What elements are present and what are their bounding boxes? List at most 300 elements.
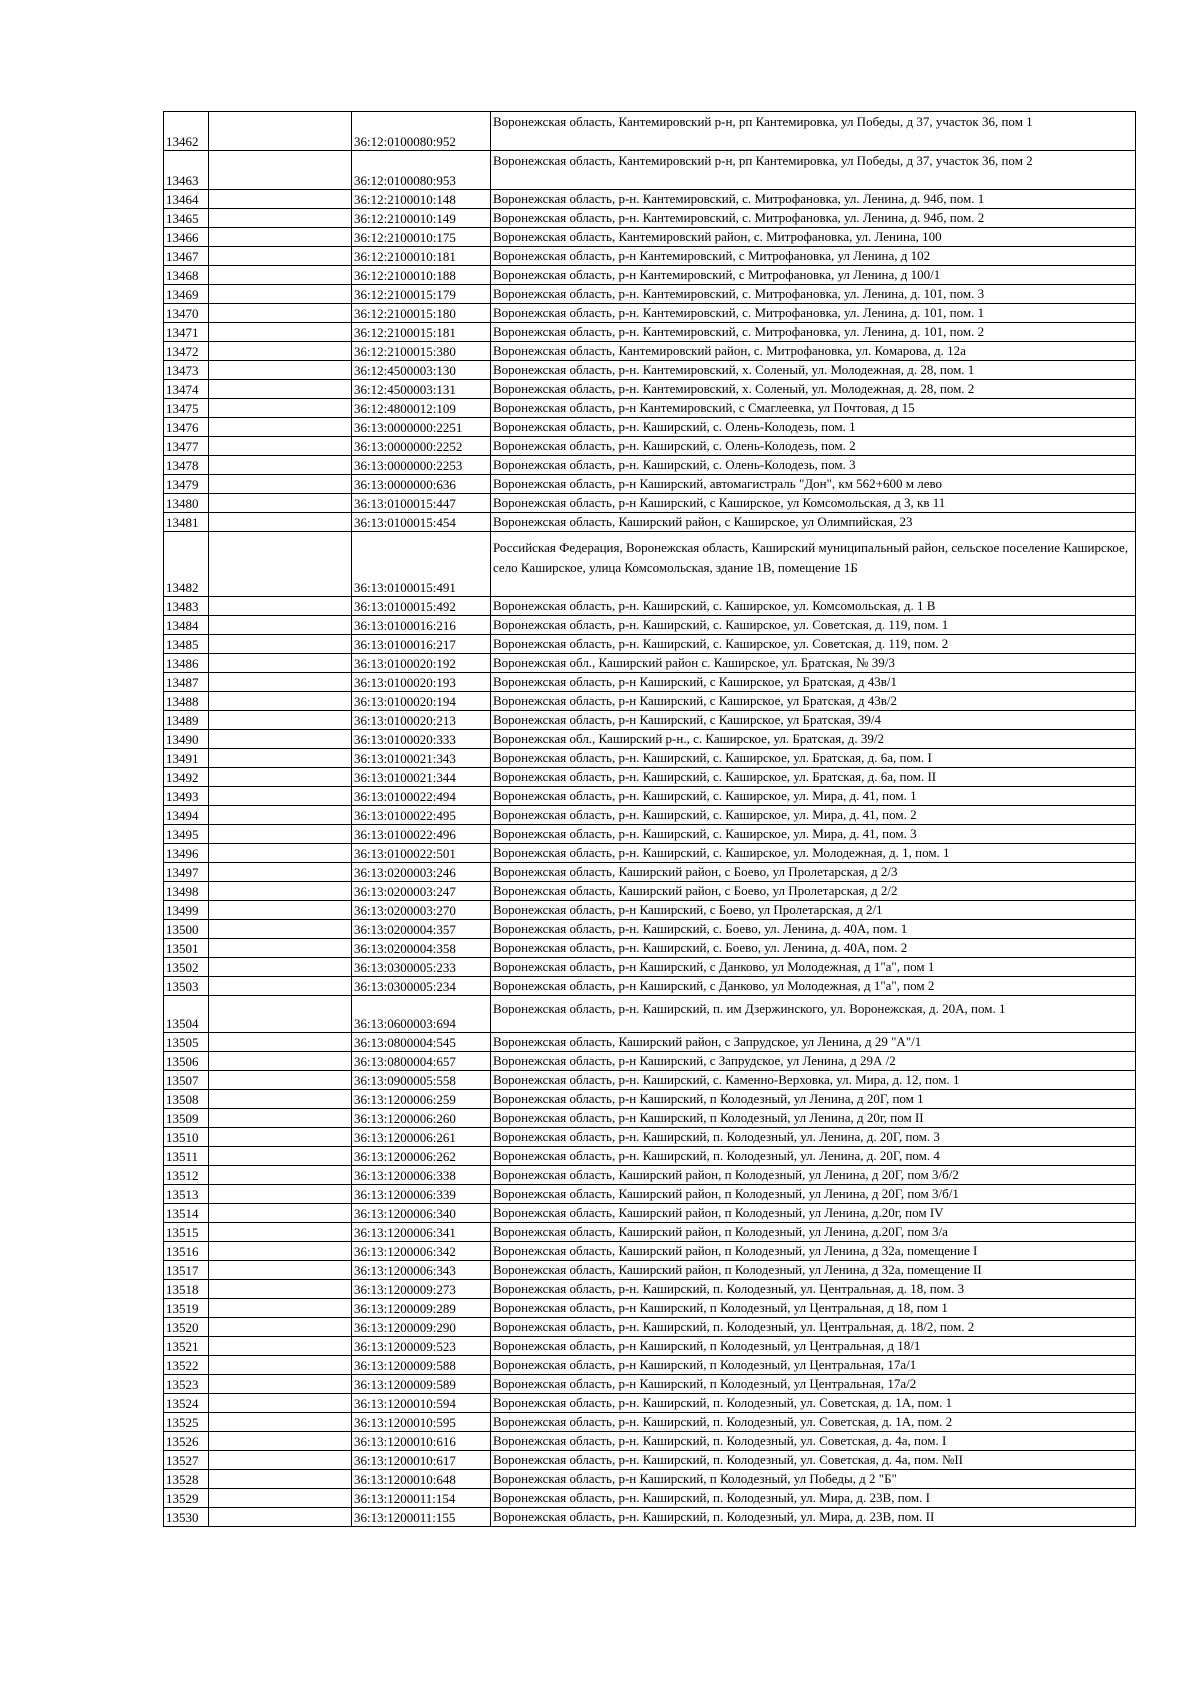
row-number-cell: 13464 <box>164 190 209 209</box>
row-number-cell: 13520 <box>164 1318 209 1337</box>
row-number-cell: 13494 <box>164 806 209 825</box>
cadastral-number-cell: 36:13:0800004:657 <box>352 1052 491 1071</box>
table-row <box>164 228 1136 247</box>
table-row <box>164 475 1136 494</box>
table-row <box>164 247 1136 266</box>
cadastral-number-cell: 36:13:0100021:343 <box>352 749 491 768</box>
table-row <box>164 532 1136 597</box>
cadastral-number-cell: 36:13:0100016:216 <box>352 616 491 635</box>
empty-cell <box>209 1489 352 1508</box>
table-row <box>164 1242 1136 1261</box>
cadastral-number-cell: 36:12:2100010:149 <box>352 209 491 228</box>
cadastral-number-cell: 36:13:1200006:260 <box>352 1109 491 1128</box>
cadastral-number-cell: 36:12:2100015:179 <box>352 285 491 304</box>
empty-cell <box>209 825 352 844</box>
row-number-cell: 13479 <box>164 475 209 494</box>
table-row <box>164 977 1136 996</box>
cadastral-number-cell: 36:12:2100010:175 <box>352 228 491 247</box>
address-cell: Воронежская область, р-н Каширский, с Запрудское, ул Ленина, д 29А /2 <box>491 1052 1136 1071</box>
cadastral-number-cell: 36:13:0100016:217 <box>352 635 491 654</box>
address-cell: Воронежская область, р-н. Каширский, с. Олень-Колодезь, пом. 1 <box>491 418 1136 437</box>
row-number-cell: 13524 <box>164 1394 209 1413</box>
address-cell: Воронежская область, р-н Каширский, п Колодезный, ул Центральная, 17а/1 <box>491 1356 1136 1375</box>
empty-cell <box>209 1033 352 1052</box>
cadastral-number-cell: 36:13:1200006:340 <box>352 1204 491 1223</box>
empty-cell <box>209 1318 352 1337</box>
table-row <box>164 787 1136 806</box>
address-cell: Воронежская область, Кантемировский район, с. Митрофановка, ул. Комарова, д. 12а <box>491 342 1136 361</box>
address-cell: Воронежская область, р-н. Каширский, с. Каширское, ул. Советская, д. 119, пом. 2 <box>491 635 1136 654</box>
address-cell: Воронежская область, р-н Каширский, п Колодезный, ул Ленина, д 20Г, пом 1 <box>491 1090 1136 1109</box>
cadastral-number-cell: 36:13:0300005:234 <box>352 977 491 996</box>
cadastral-number-cell: 36:12:2100010:181 <box>352 247 491 266</box>
address-cell: Воронежская область, р-н. Кантемировский, х. Соленый, ул. Молодежная, д. 28, пом. 1 <box>491 361 1136 380</box>
empty-cell <box>209 209 352 228</box>
table-row <box>164 323 1136 342</box>
address-cell: Воронежская область, р-н. Кантемировский, с. Митрофановка, ул. Ленина, д. 94б, пом. 1 <box>491 190 1136 209</box>
address-cell: Воронежская область, р-н. Каширский, с. Каширское, ул. Мира, д. 41, пом. 1 <box>491 787 1136 806</box>
table-row <box>164 1413 1136 1432</box>
cadastral-number-cell: 36:12:2100015:180 <box>352 304 491 323</box>
address-cell: Воронежская область, р-н Кантемировский, с Смаглеевка, ул Почтовая, д 15 <box>491 399 1136 418</box>
row-number-cell: 13497 <box>164 863 209 882</box>
row-number-cell: 13489 <box>164 711 209 730</box>
address-cell: Воронежская область, Кантемировский р-н, рп Кантемировка, ул Победы, д 37, участок 36, пом 1 <box>491 112 1136 151</box>
empty-cell <box>209 730 352 749</box>
cadastral-number-cell: 36:13:1200006:339 <box>352 1185 491 1204</box>
table-row <box>164 844 1136 863</box>
address-cell: Воронежская область, р-н Каширский, с Данково, ул Молодежная, д 1"а", пом 2 <box>491 977 1136 996</box>
table-row <box>164 692 1136 711</box>
address-cell: Воронежская область, р-н Каширский, п Колодезный, ул Победы, д 2 "Б" <box>491 1470 1136 1489</box>
cadastral-number-cell: 36:12:0100080:952 <box>352 112 491 151</box>
table-row <box>164 863 1136 882</box>
address-cell: Воронежская область, р-н. Каширский, с. Каширское, ул. Братская, д. 6а, пом. II <box>491 768 1136 787</box>
table-row <box>164 768 1136 787</box>
cadastral-number-cell: 36:13:0900005:558 <box>352 1071 491 1090</box>
cadastral-number-cell: 36:12:2100010:148 <box>352 190 491 209</box>
row-number-cell: 13462 <box>164 112 209 151</box>
table-row <box>164 1470 1136 1489</box>
empty-cell <box>209 475 352 494</box>
row-number-cell: 13470 <box>164 304 209 323</box>
address-cell: Воронежская область, р-н. Каширский, п. им Дзержинского, ул. Воронежская, д. 20А, пом. 1 <box>491 996 1136 1033</box>
row-number-cell: 13480 <box>164 494 209 513</box>
property-registry-table <box>163 111 1136 1527</box>
empty-cell <box>209 1223 352 1242</box>
cadastral-number-cell: 36:13:0100022:501 <box>352 844 491 863</box>
address-cell: Воронежская область, р-н. Кантемировский, с. Митрофановка, ул. Ленина, д. 101, пом. 3 <box>491 285 1136 304</box>
address-cell: Воронежская область, Каширский район, с Боево, ул Пролетарская, д 2/3 <box>491 863 1136 882</box>
address-cell: Воронежская область, р-н. Каширский, п. Колодезный, ул. Советская, д. 1А, пом. 2 <box>491 1413 1136 1432</box>
table-row <box>164 1337 1136 1356</box>
cadastral-number-cell: 36:13:0000000:2251 <box>352 418 491 437</box>
address-cell: Воронежская область, р-н Каширский, п Колодезный, ул Центральная, д 18/1 <box>491 1337 1136 1356</box>
address-cell: Воронежская область, р-н Каширский, с Каширское, ул Братская, д 43в/2 <box>491 692 1136 711</box>
cadastral-number-cell: 36:13:1200006:342 <box>352 1242 491 1261</box>
cadastral-number-cell: 36:13:0100020:194 <box>352 692 491 711</box>
row-number-cell: 13525 <box>164 1413 209 1432</box>
address-cell: Воронежская область, Кантемировский район, с. Митрофановка, ул. Ленина, 100 <box>491 228 1136 247</box>
table-row <box>164 1204 1136 1223</box>
cadastral-number-cell: 36:13:0100021:344 <box>352 768 491 787</box>
empty-cell <box>209 380 352 399</box>
row-number-cell: 13530 <box>164 1508 209 1527</box>
row-number-cell: 13468 <box>164 266 209 285</box>
address-cell: Воронежская область, Каширский район, п Колодезный, ул Ленина, д 20Г, пом 3/б/1 <box>491 1185 1136 1204</box>
table-row <box>164 1375 1136 1394</box>
cadastral-number-cell: 36:13:0300005:233 <box>352 958 491 977</box>
row-number-cell: 13486 <box>164 654 209 673</box>
row-number-cell: 13488 <box>164 692 209 711</box>
table-row <box>164 711 1136 730</box>
row-number-cell: 13508 <box>164 1090 209 1109</box>
row-number-cell: 13527 <box>164 1451 209 1470</box>
empty-cell <box>209 190 352 209</box>
table-row <box>164 901 1136 920</box>
empty-cell <box>209 844 352 863</box>
empty-cell <box>209 361 352 380</box>
address-cell: Воронежская область, р-н Каширский, автомагистраль "Дон", км 562+600 м лево <box>491 475 1136 494</box>
cadastral-number-cell: 36:13:0100022:496 <box>352 825 491 844</box>
table-row <box>164 418 1136 437</box>
table-row <box>164 1128 1136 1147</box>
table-row <box>164 112 1136 151</box>
row-number-cell: 13492 <box>164 768 209 787</box>
cadastral-number-cell: 36:12:4800012:109 <box>352 399 491 418</box>
cadastral-number-cell: 36:13:1200006:338 <box>352 1166 491 1185</box>
table-row <box>164 654 1136 673</box>
cadastral-number-cell: 36:13:0000000:2253 <box>352 456 491 475</box>
address-cell: Российская Федерация, Воронежская область, Каширский муниципальный район, сельское поселение Каширское, село Каширское, улица Комсомольская, здание 1В, помещение 1Б <box>491 532 1136 597</box>
empty-cell <box>209 1508 352 1527</box>
empty-cell <box>209 1356 352 1375</box>
table-row <box>164 958 1136 977</box>
empty-cell <box>209 996 352 1033</box>
table-row <box>164 1090 1136 1109</box>
cadastral-number-cell: 36:13:1200011:154 <box>352 1489 491 1508</box>
address-cell: Воронежская область, р-н. Каширский, с. Олень-Колодезь, пом. 3 <box>491 456 1136 475</box>
address-cell: Воронежская область, р-н. Каширский, п. Колодезный, ул. Советская, д. 4а, пом. I <box>491 1432 1136 1451</box>
empty-cell <box>209 228 352 247</box>
row-number-cell: 13495 <box>164 825 209 844</box>
table-row <box>164 285 1136 304</box>
cadastral-number-cell: 36:13:1200006:341 <box>352 1223 491 1242</box>
table-row <box>164 730 1136 749</box>
table-row <box>164 597 1136 616</box>
table-row <box>164 456 1136 475</box>
empty-cell <box>209 882 352 901</box>
row-number-cell: 13505 <box>164 1033 209 1052</box>
cadastral-number-cell: 36:13:1200010:594 <box>352 1394 491 1413</box>
cadastral-number-cell: 36:13:0100020:213 <box>352 711 491 730</box>
cadastral-number-cell: 36:13:0100015:447 <box>352 494 491 513</box>
cadastral-number-cell: 36:13:0100015:492 <box>352 597 491 616</box>
row-number-cell: 13529 <box>164 1489 209 1508</box>
cadastral-number-cell: 36:13:0100022:495 <box>352 806 491 825</box>
cadastral-number-cell: 36:13:0100020:193 <box>352 673 491 692</box>
table-row <box>164 616 1136 635</box>
cadastral-number-cell: 36:13:0000000:636 <box>352 475 491 494</box>
row-number-cell: 13490 <box>164 730 209 749</box>
empty-cell <box>209 597 352 616</box>
cadastral-number-cell: 36:13:1200009:588 <box>352 1356 491 1375</box>
registry-table-body <box>164 112 1136 1527</box>
cadastral-number-cell: 36:12:4500003:131 <box>352 380 491 399</box>
empty-cell <box>209 437 352 456</box>
empty-cell <box>209 1451 352 1470</box>
row-number-cell: 13509 <box>164 1109 209 1128</box>
row-number-cell: 13522 <box>164 1356 209 1375</box>
address-cell: Воронежская область, р-н. Каширский, с. Каширское, ул. Комсомольская, д. 1 В <box>491 597 1136 616</box>
address-cell: Воронежская область, р-н Каширский, с Каширское, ул Братская, д 43в/1 <box>491 673 1136 692</box>
row-number-cell: 13526 <box>164 1432 209 1451</box>
table-row <box>164 882 1136 901</box>
empty-cell <box>209 1432 352 1451</box>
document-page <box>163 111 1135 1527</box>
table-row <box>164 806 1136 825</box>
table-row <box>164 1318 1136 1337</box>
table-row <box>164 437 1136 456</box>
address-cell: Воронежская область, Каширский район, п Колодезный, ул Ленина, д.20г, пом IV <box>491 1204 1136 1223</box>
empty-cell <box>209 1299 352 1318</box>
table-row <box>164 1052 1136 1071</box>
empty-cell <box>209 939 352 958</box>
table-row <box>164 151 1136 190</box>
table-row <box>164 266 1136 285</box>
address-cell: Воронежская область, р-н Каширский, п Колодезный, ул Ленина, д 20г, пом II <box>491 1109 1136 1128</box>
address-cell: Воронежская область, р-н Каширский, с Каширское, ул Братская, 39/4 <box>491 711 1136 730</box>
empty-cell <box>209 1090 352 1109</box>
cadastral-number-cell: 36:13:0100015:491 <box>352 532 491 597</box>
row-number-cell: 13501 <box>164 939 209 958</box>
empty-cell <box>209 342 352 361</box>
empty-cell <box>209 399 352 418</box>
cadastral-number-cell: 36:13:1200006:261 <box>352 1128 491 1147</box>
table-row <box>164 209 1136 228</box>
cadastral-number-cell: 36:12:2100015:380 <box>352 342 491 361</box>
address-cell: Воронежская область, Каширский район, с Запрудское, ул Ленина, д 29 "А"/1 <box>491 1033 1136 1052</box>
table-row <box>164 380 1136 399</box>
table-row <box>164 361 1136 380</box>
empty-cell <box>209 1375 352 1394</box>
address-cell: Воронежская область, р-н. Каширский, п. Колодезный, ул. Ленина, д. 20Г, пом. 4 <box>491 1147 1136 1166</box>
empty-cell <box>209 418 352 437</box>
table-row <box>164 996 1136 1033</box>
row-number-cell: 13472 <box>164 342 209 361</box>
address-cell: Воронежская область, р-н. Каширский, с. Каменно-Верховка, ул. Мира, д. 12, пом. 1 <box>491 1071 1136 1090</box>
empty-cell <box>209 1109 352 1128</box>
empty-cell <box>209 863 352 882</box>
cadastral-number-cell: 36:13:1200009:523 <box>352 1337 491 1356</box>
cadastral-number-cell: 36:12:2100010:188 <box>352 266 491 285</box>
cadastral-number-cell: 36:13:0000000:2252 <box>352 437 491 456</box>
address-cell: Воронежская область, р-н. Кантемировский, с. Митрофановка, ул. Ленина, д. 101, пом. 1 <box>491 304 1136 323</box>
cadastral-number-cell: 36:13:0200003:247 <box>352 882 491 901</box>
address-cell: Воронежская область, р-н. Каширский, п. Колодезный, ул. Мира, д. 23В, пом. II <box>491 1508 1136 1527</box>
row-number-cell: 13517 <box>164 1261 209 1280</box>
empty-cell <box>209 112 352 151</box>
empty-cell <box>209 1413 352 1432</box>
empty-cell <box>209 151 352 190</box>
table-row <box>164 513 1136 532</box>
table-row <box>164 635 1136 654</box>
row-number-cell: 13511 <box>164 1147 209 1166</box>
table-row <box>164 399 1136 418</box>
cadastral-number-cell: 36:13:0100020:333 <box>352 730 491 749</box>
empty-cell <box>209 1204 352 1223</box>
row-number-cell: 13512 <box>164 1166 209 1185</box>
table-row <box>164 939 1136 958</box>
row-number-cell: 13475 <box>164 399 209 418</box>
row-number-cell: 13514 <box>164 1204 209 1223</box>
row-number-cell: 13478 <box>164 456 209 475</box>
table-row <box>164 1394 1136 1413</box>
empty-cell <box>209 285 352 304</box>
row-number-cell: 13463 <box>164 151 209 190</box>
empty-cell <box>209 958 352 977</box>
cadastral-number-cell: 36:13:1200010:617 <box>352 1451 491 1470</box>
row-number-cell: 13465 <box>164 209 209 228</box>
row-number-cell: 13493 <box>164 787 209 806</box>
row-number-cell: 13502 <box>164 958 209 977</box>
empty-cell <box>209 920 352 939</box>
empty-cell <box>209 787 352 806</box>
address-cell: Воронежская область, Каширский район, п Колодезный, ул Ленина, д.20Г, пом 3/а <box>491 1223 1136 1242</box>
address-cell: Воронежская область, р-н. Кантемировский, с. Митрофановка, ул. Ленина, д. 101, пом. 2 <box>491 323 1136 342</box>
row-number-cell: 13482 <box>164 532 209 597</box>
empty-cell <box>209 1394 352 1413</box>
row-number-cell: 13513 <box>164 1185 209 1204</box>
row-number-cell: 13483 <box>164 597 209 616</box>
row-number-cell: 13523 <box>164 1375 209 1394</box>
empty-cell <box>209 654 352 673</box>
row-number-cell: 13507 <box>164 1071 209 1090</box>
row-number-cell: 13466 <box>164 228 209 247</box>
row-number-cell: 13516 <box>164 1242 209 1261</box>
empty-cell <box>209 1242 352 1261</box>
address-cell: Воронежская область, р-н. Каширский, с. Олень-Колодезь, пом. 2 <box>491 437 1136 456</box>
row-number-cell: 13491 <box>164 749 209 768</box>
address-cell: Воронежская область, Каширский район, п Колодезный, ул Ленина, д 32а, помещение II <box>491 1261 1136 1280</box>
empty-cell <box>209 1071 352 1090</box>
empty-cell <box>209 635 352 654</box>
empty-cell <box>209 266 352 285</box>
empty-cell <box>209 977 352 996</box>
address-cell: Воронежская область, р-н Каширский, с Каширское, ул Комсомольская, д 3, кв 11 <box>491 494 1136 513</box>
row-number-cell: 13500 <box>164 920 209 939</box>
empty-cell <box>209 1470 352 1489</box>
cadastral-number-cell: 36:12:2100015:181 <box>352 323 491 342</box>
address-cell: Воронежская область, р-н. Каширский, п. Колодезный, ул. Центральная, д. 18, пом. 3 <box>491 1280 1136 1299</box>
row-number-cell: 13473 <box>164 361 209 380</box>
address-cell: Воронежская область, р-н Кантемировский, с Митрофановка, ул Ленина, д 100/1 <box>491 266 1136 285</box>
empty-cell <box>209 1261 352 1280</box>
row-number-cell: 13521 <box>164 1337 209 1356</box>
cadastral-number-cell: 36:13:0100020:192 <box>352 654 491 673</box>
empty-cell <box>209 1337 352 1356</box>
address-cell: Воронежская область, р-н Каширский, с Данково, ул Молодежная, д 1"а", пом 1 <box>491 958 1136 977</box>
cadastral-number-cell: 36:13:1200009:290 <box>352 1318 491 1337</box>
empty-cell <box>209 1128 352 1147</box>
cadastral-number-cell: 36:13:0800004:545 <box>352 1033 491 1052</box>
cadastral-number-cell: 36:13:0200004:358 <box>352 939 491 958</box>
address-cell: Воронежская область, р-н. Каширский, с. Каширское, ул. Мира, д. 41, пом. 3 <box>491 825 1136 844</box>
empty-cell <box>209 304 352 323</box>
cadastral-number-cell: 36:12:4500003:130 <box>352 361 491 380</box>
address-cell: Воронежская область, р-н. Каширский, п. Колодезный, ул. Центральная, д. 18/2, пом. 2 <box>491 1318 1136 1337</box>
empty-cell <box>209 806 352 825</box>
table-row <box>164 304 1136 323</box>
row-number-cell: 13474 <box>164 380 209 399</box>
table-row <box>164 825 1136 844</box>
cadastral-number-cell: 36:13:0200003:270 <box>352 901 491 920</box>
empty-cell <box>209 901 352 920</box>
row-number-cell: 13487 <box>164 673 209 692</box>
row-number-cell: 13528 <box>164 1470 209 1489</box>
address-cell: Воронежская область, р-н. Каширский, с. Боево, ул. Ленина, д. 40А, пом. 1 <box>491 920 1136 939</box>
cadastral-number-cell: 36:13:1200010:595 <box>352 1413 491 1432</box>
cadastral-number-cell: 36:13:1200006:259 <box>352 1090 491 1109</box>
row-number-cell: 13504 <box>164 996 209 1033</box>
row-number-cell: 13469 <box>164 285 209 304</box>
empty-cell <box>209 616 352 635</box>
empty-cell <box>209 456 352 475</box>
cadastral-number-cell: 36:13:0100022:494 <box>352 787 491 806</box>
empty-cell <box>209 711 352 730</box>
empty-cell <box>209 1147 352 1166</box>
row-number-cell: 13519 <box>164 1299 209 1318</box>
address-cell: Воронежская область, Каширский район, с Каширское, ул Олимпийская, 23 <box>491 513 1136 532</box>
row-number-cell: 13484 <box>164 616 209 635</box>
table-row <box>164 749 1136 768</box>
address-cell: Воронежская область, р-н. Каширский, с. Боево, ул. Ленина, д. 40А, пом. 2 <box>491 939 1136 958</box>
cadastral-number-cell: 36:13:0200004:357 <box>352 920 491 939</box>
address-cell: Воронежская область, р-н. Каширский, п. Колодезный, ул. Советская, д. 4а, пом. №II <box>491 1451 1136 1470</box>
row-number-cell: 13510 <box>164 1128 209 1147</box>
row-number-cell: 13506 <box>164 1052 209 1071</box>
table-row <box>164 1109 1136 1128</box>
cadastral-number-cell: 36:13:0600003:694 <box>352 996 491 1033</box>
empty-cell <box>209 768 352 787</box>
empty-cell <box>209 1185 352 1204</box>
cadastral-number-cell: 36:13:1200010:616 <box>352 1432 491 1451</box>
row-number-cell: 13515 <box>164 1223 209 1242</box>
address-cell: Воронежская область, Каширский район, п Колодезный, ул Ленина, д 20Г, пом 3/б/2 <box>491 1166 1136 1185</box>
address-cell: Воронежская область, р-н Каширский, с Боево, ул Пролетарская, д 2/1 <box>491 901 1136 920</box>
address-cell: Воронежская область, р-н Кантемировский, с Митрофановка, ул Ленина, д 102 <box>491 247 1136 266</box>
row-number-cell: 13485 <box>164 635 209 654</box>
table-row <box>164 1508 1136 1527</box>
row-number-cell: 13476 <box>164 418 209 437</box>
row-number-cell: 13496 <box>164 844 209 863</box>
cadastral-number-cell: 36:12:0100080:953 <box>352 151 491 190</box>
address-cell: Воронежская область, р-н. Кантемировский, с. Митрофановка, ул. Ленина, д. 94б, пом. 2 <box>491 209 1136 228</box>
empty-cell <box>209 1166 352 1185</box>
row-number-cell: 13498 <box>164 882 209 901</box>
address-cell: Воронежская область, р-н Каширский, п Колодезный, ул Центральная, д 18, пом 1 <box>491 1299 1136 1318</box>
address-cell: Воронежская область, р-н Каширский, п Колодезный, ул Центральная, 17а/2 <box>491 1375 1136 1394</box>
cadastral-number-cell: 36:13:1200009:289 <box>352 1299 491 1318</box>
row-number-cell: 13518 <box>164 1280 209 1299</box>
table-row <box>164 342 1136 361</box>
address-cell: Воронежская область, р-н. Кантемировский, х. Соленый, ул. Молодежная, д. 28, пом. 2 <box>491 380 1136 399</box>
address-cell: Воронежская область, р-н. Каширский, с. Каширское, ул. Советская, д. 119, пом. 1 <box>491 616 1136 635</box>
address-cell: Воронежская область, Каширский район, с Боево, ул Пролетарская, д 2/2 <box>491 882 1136 901</box>
empty-cell <box>209 513 352 532</box>
row-number-cell: 13481 <box>164 513 209 532</box>
row-number-cell: 13503 <box>164 977 209 996</box>
